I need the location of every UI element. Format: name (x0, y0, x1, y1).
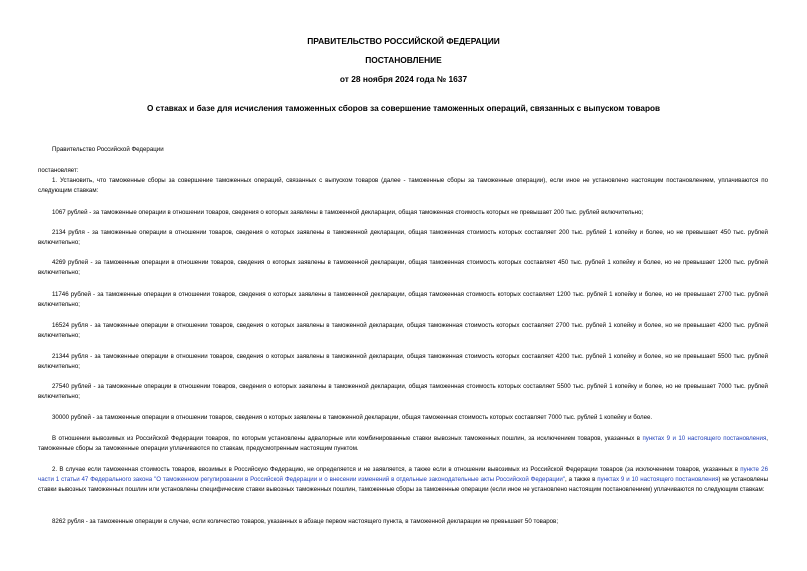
export-text-end: , таможенные сборы за таможенные операции уплачиваются по ставкам, предусмотренным настоящим пунктом. (38, 435, 769, 453)
rate-paragraph: 1067 рублей - за таможенные операции в отношении товаров, сведения о которых заявлены в таможенной декларации, общая таможенная стоимость которых не превышает 200 тыс. рублей включительно; (52, 209, 644, 216)
rate-paragraph: 27540 рублей - за таможенные операции в отношении товаров, сведения о которых заявлены в таможенной декларации, общая таможенная стоимость которых составляет 5500 тыс. рублей 1 копейку и более, но не превышает 7000 тыс. рублей включительно; (38, 383, 768, 401)
rate-paragraph: 4269 рублей - за таможенные операции в отношении товаров, сведения о которых заявлены в таможенной декларации, общая таможенная стоимость которых составляет 450 тыс. рублей 1 копейку и более, но не превышает 1200 тыс. рублей включительно; (38, 259, 768, 277)
rate-paragraph-8262: 8262 рубля - за таможенные операции в случае, если количество товаров, указанных в абзаце первом настоящего пункта, в таможенной декларации не превышает 50 товаров; (52, 518, 559, 525)
p2-text-a: 2. В случае если таможенная стоимость товаров, ввозимых в Российскую Федерацию, не определяется и не заявляется, а также если в отношении вывозимых из Российской Федерации товаров (за исключением товаров, указанных в (52, 466, 741, 473)
rate-paragraph: 16524 рубля - за таможенные операции в отношении товаров, сведения о которых заявлены в таможенной декларации, общая таможенная стоимость которых составляет 2700 тыс. рублей 1 копейку и более, но не превышает 4200 тыс. рублей включительно; (38, 322, 768, 340)
rate-paragraph: 30000 рублей - за таможенные операции в отношении товаров, сведения о которых заявлены в таможенной декларации, общая таможенная стоимость которых составляет 7000 тыс. рублей 1 копейку и более. (52, 414, 653, 421)
document-date-number: от 28 ноября 2024 года № 1637 (339, 74, 468, 84)
p2-text-b: , а также в (564, 476, 598, 484)
link-points-9-10[interactable]: пунктах 9 и 10 настоящего постановления (597, 476, 719, 484)
paragraph-1: 1. Установить, что таможенные сборы за совершение таможенных операций, связанных с выпуском товаров (далее - таможенные сборы за таможенные операции), если иное не установлено настоящим постановлением, уплачиваются по следующим ставкам: (38, 177, 768, 195)
document-type: ПОСТАНОВЛЕНИЕ (365, 55, 442, 65)
government-heading: ПРАВИТЕЛЬСТВО РОССИЙСКОЙ ФЕДЕРАЦИИ (307, 36, 500, 46)
decrees-line: постановляет: (38, 167, 79, 174)
rate-paragraph: 2134 рубля - за таможенные операции в отношении товаров, сведения о которых заявлены в таможенной декларации, общая таможенная стоимость которых составляет 200 тыс. рублей 1 копейку и более, но не превышает 450 тыс. рублей включительно; (38, 229, 768, 247)
export-text-start: В отношении вывозимых из Российской Федерации товаров, по которым установлены адвалорные или комбинированные ставки вывозных таможенных пошлин, за исключением товаров, указанных в (52, 435, 643, 442)
export-paragraph (38, 434, 768, 454)
rate-paragraph: 21344 рубля - за таможенные операции в отношении товаров, сведения о которых заявлены в таможенной декларации, общая таможенная стоимость которых составляет 4200 тыс. рублей 1 копейку и более, но не превышает 5500 тыс. рублей включительно; (38, 353, 768, 371)
rate-paragraph: 11746 рублей - за таможенные операции в отношении товаров, сведения о которых заявлены в таможенной декларации, общая таможенная стоимость которых составляет 1200 тыс. рублей 1 копейку и более, но не превышает 2700 тыс. рублей включительно; (38, 291, 768, 309)
p2-text-c: ) не установлены ставки вывозных таможенных пошлин или установлены специфические ставки вывозных таможенных пошлин, таможенные сборы за таможенные операции (если иное не установлено настоящим постановлением) уплачиваются по следующим ставкам: (38, 476, 768, 494)
link-points-9-10[interactable]: пунктах 9 и 10 настоящего постановления (642, 435, 767, 442)
link-federal-law-article-47[interactable]: пункте 26 части 1 статьи 47 Федерального закона "О таможенном регулировании в Российской Федерации и о внесении изменений в отдельные законодательные акты Российской Федерации" (38, 466, 768, 484)
document-title: О ставках и базе для исчисления таможенных сборов за совершение таможенных операций, связанных с выпуском товаров (147, 104, 660, 113)
paragraph-2 (38, 465, 768, 496)
issuer-line: Правительство Российской Федерации (52, 146, 164, 153)
